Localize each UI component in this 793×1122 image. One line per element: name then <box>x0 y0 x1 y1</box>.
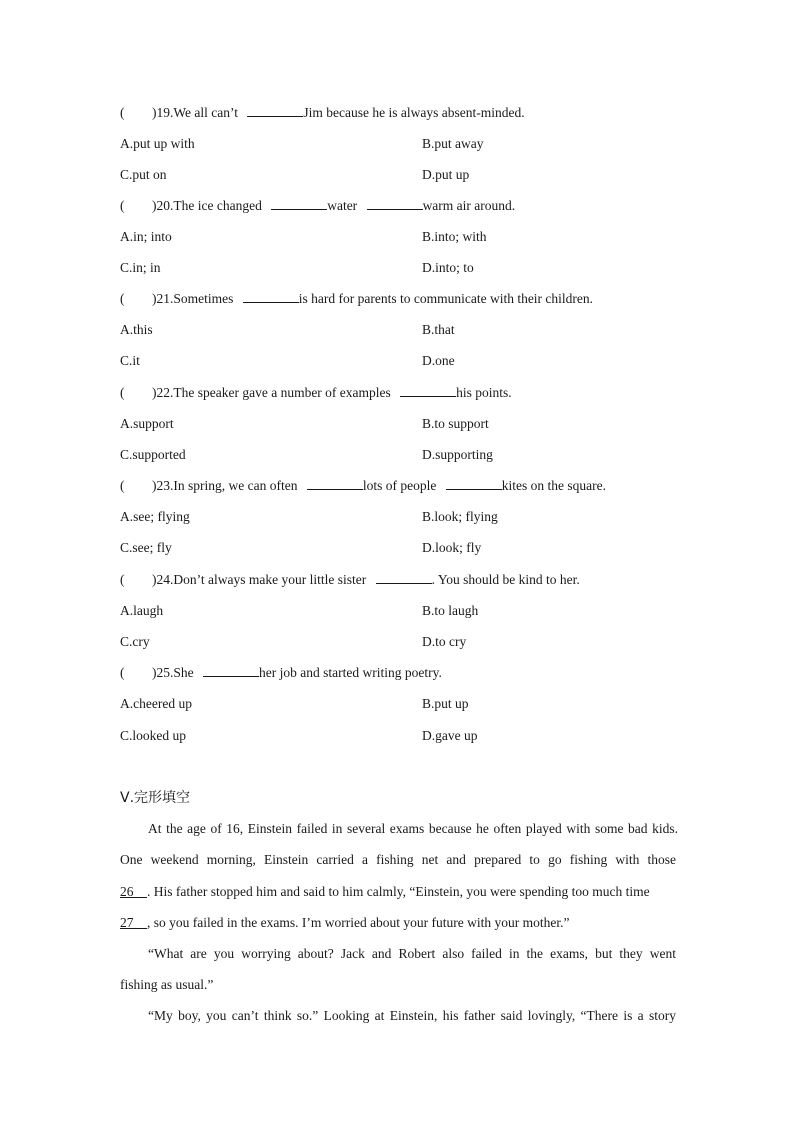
section-heading: Ⅴ.完形填空 <box>120 790 191 806</box>
option-a[interactable]: A.in; into <box>120 229 172 244</box>
question-22: ( )22.The speaker gave a number of examples his points. <box>120 385 512 400</box>
option-a[interactable]: A.support <box>120 416 174 431</box>
option-d[interactable]: D.supporting <box>422 447 493 462</box>
blank[interactable] <box>243 290 299 303</box>
option-c[interactable]: C.cry <box>120 634 150 649</box>
option-d[interactable]: D.put up <box>422 167 470 182</box>
passage-line: At the age of 16, Einstein failed in several exams because he often played with some bad kids. <box>148 821 678 836</box>
option-a[interactable]: A.cheered up <box>120 696 192 711</box>
answer-paren[interactable]: ( <box>120 572 125 587</box>
option-a[interactable]: A.put up with <box>120 136 195 151</box>
question-25: ( )25.She her job and started writing poetry. <box>120 665 442 680</box>
option-b[interactable]: B.to laugh <box>422 603 479 618</box>
option-d[interactable]: D.into; to <box>422 260 474 275</box>
passage-line: 26 . His father stopped him and said to him calmly, “Einstein, you were spending too much time <box>120 884 650 899</box>
option-c[interactable]: C.supported <box>120 447 186 462</box>
answer-paren[interactable]: ( <box>120 198 125 213</box>
option-a[interactable]: A.laugh <box>120 603 164 618</box>
option-c[interactable]: C.put on <box>120 167 167 182</box>
option-d[interactable]: D.look; fly <box>422 540 482 555</box>
question-19: ( )19.We all can’t Jim because he is always absent-minded. <box>120 105 525 120</box>
question-21: ( )21.Sometimes is hard for parents to communicate with their children. <box>120 291 594 306</box>
option-c[interactable]: C.looked up <box>120 728 186 743</box>
option-d[interactable]: D.gave up <box>422 728 478 743</box>
passage-line: 27 , so you failed in the exams. I’m worried about your future with your mother.” <box>120 915 570 930</box>
passage-line: fishing as usual.” <box>120 977 214 992</box>
option-b[interactable]: B.to support <box>422 416 489 431</box>
question-20: ( )20.The ice changed water warm air around. <box>120 198 516 213</box>
option-b[interactable]: B.put away <box>422 136 484 151</box>
blank[interactable] <box>247 104 303 117</box>
question-24: ( )24.Don’t always make your little sister . You should be kind to her. <box>120 572 580 587</box>
answer-paren[interactable]: ( <box>120 385 125 400</box>
option-c[interactable]: C.in; in <box>120 260 161 275</box>
blank[interactable] <box>203 664 259 677</box>
option-a[interactable]: A.this <box>120 322 153 337</box>
option-c[interactable]: C.see; fly <box>120 540 172 555</box>
blank[interactable] <box>376 571 432 584</box>
option-b[interactable]: B.that <box>422 322 455 337</box>
blank[interactable] <box>307 477 363 490</box>
option-b[interactable]: B.put up <box>422 696 469 711</box>
blank[interactable] <box>446 477 502 490</box>
blank[interactable] <box>367 197 423 210</box>
passage-line: One weekend morning, Einstein carried a fishing net and prepared to go fishing with those <box>120 852 676 867</box>
option-b[interactable]: B.into; with <box>422 229 487 244</box>
passage-line: “What are you worrying about? Jack and Robert also failed in the exams, but they went <box>148 946 676 961</box>
question-23: ( )23.In spring, we can often lots of people kites on the square. <box>120 478 606 493</box>
answer-paren[interactable]: ( <box>120 665 125 680</box>
option-a[interactable]: A.see; flying <box>120 509 190 524</box>
blank-26[interactable]: 26 <box>120 884 134 899</box>
blank[interactable] <box>400 384 456 397</box>
answer-paren[interactable]: ( <box>120 291 125 306</box>
option-d[interactable]: D.one <box>422 353 455 368</box>
blank-27[interactable]: 27 <box>120 915 134 930</box>
passage-line: “My boy, you can’t think so.” Looking at Einstein, his father said lovingly, “There is a story <box>148 1008 676 1023</box>
answer-paren[interactable]: ( <box>120 478 125 493</box>
option-c[interactable]: C.it <box>120 353 140 368</box>
option-d[interactable]: D.to cry <box>422 634 467 649</box>
option-b[interactable]: B.look; flying <box>422 509 498 524</box>
blank[interactable] <box>271 197 327 210</box>
answer-paren[interactable]: ( <box>120 105 125 120</box>
